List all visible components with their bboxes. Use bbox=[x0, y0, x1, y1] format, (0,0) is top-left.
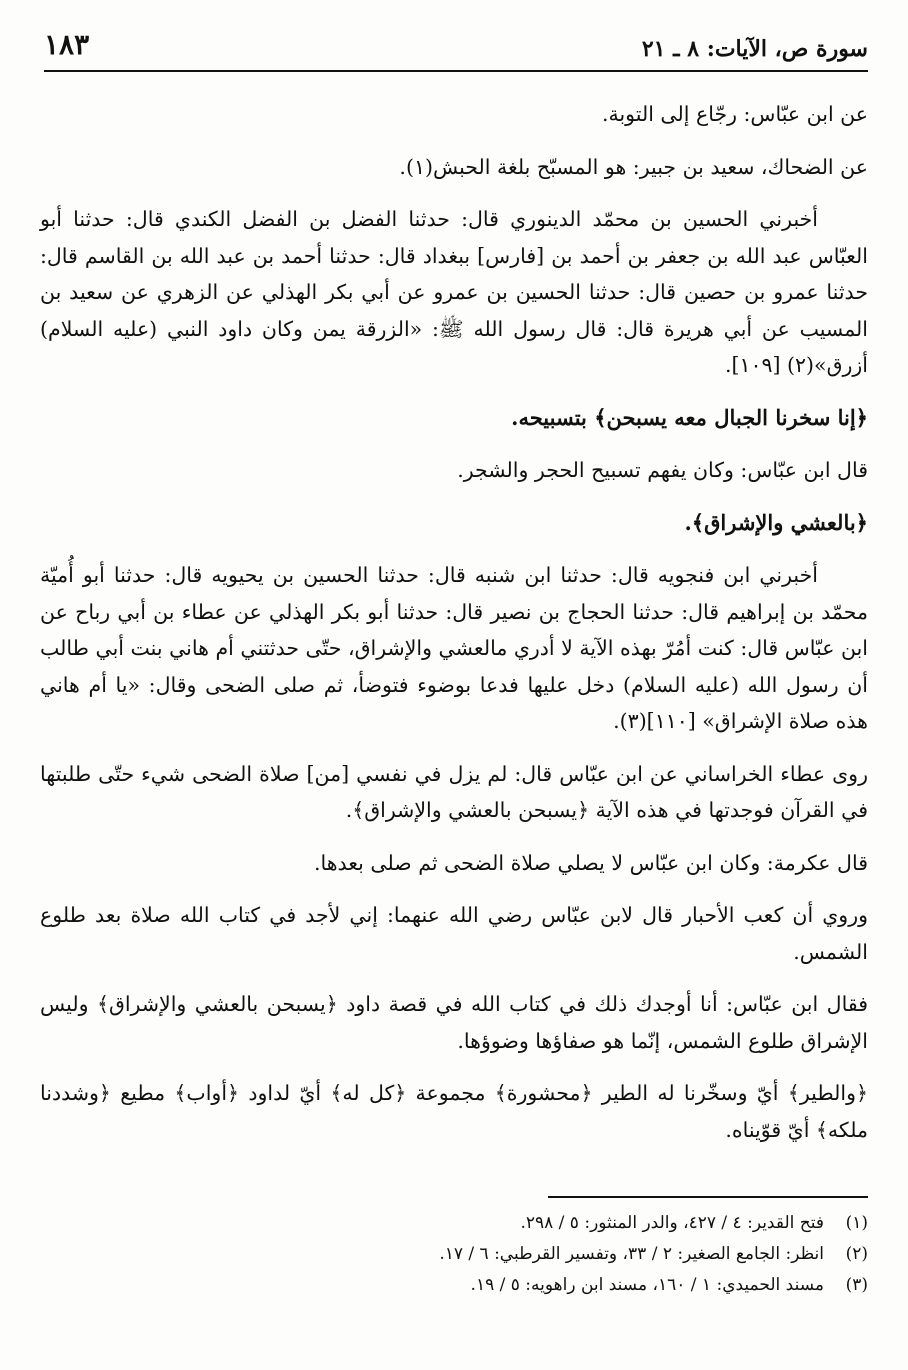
running-head: سورة ص، الآيات: ٨ ـ ٢١ bbox=[641, 36, 868, 62]
main-text bbox=[40, 96, 868, 1164]
page-number: ١٨٣ bbox=[44, 28, 90, 61]
paragraph: روى عطاء الخراساني عن ابن عبّاس قال: لم يزل في نفسي [من] صلاة الضحى شيء حتّى طلبتها في القرآن فوجدتها في هذه الآية ﴿يسبحن بالعشي والإشراق﴾. bbox=[40, 761, 868, 822]
paragraph: ﴿والطير﴾ أيّ وسخّرنا له الطير ﴿محشورة﴾ مجموعة ﴿كل له﴾ أيّ لداود ﴿أواب﴾ مطيع ﴿وشددنا ملكه﴾ أيّ قوّيناه. bbox=[40, 1081, 868, 1142]
quran-verse-heading: ﴿إنا سخرنا الجبال معه يسبحن﴾ بتسبيحه. bbox=[511, 404, 868, 430]
footnote-number: (٢) bbox=[845, 1244, 868, 1264]
footnote-text: فتح القدير: ٤ / ٤٢٧، والدر المنثور: ٥ / ٢٩٨. bbox=[520, 1213, 824, 1233]
footnote-divider bbox=[548, 1196, 868, 1198]
paragraph: فقال ابن عبّاس: أنا أوجدك ذلك في كتاب الله في قصة داود ﴿يسبحن بالعشي والإشراق﴾ وليس الإشراق طلوع الشمس، إنّما هو صفاؤها وضوؤها. bbox=[40, 992, 868, 1053]
paragraph: قال عكرمة: وكان ابن عبّاس لا يصلي صلاة الضحى ثم صلى بعدها. bbox=[313, 850, 868, 875]
footnote-item bbox=[40, 1270, 868, 1301]
paragraph: عن الضحاك، سعيد بن جبير: هو المسبّح بلغة الحبش(١). bbox=[399, 154, 868, 179]
paragraph: أخبرني الحسين بن محمّد الدينوري قال: حدثنا الفضل بن الفضل الكندي قال: حدثنا أبو العبّاس عبد الله بن جعفر بن أحمد بن [فارس] ببغداد قال: حدثنا أحمد بن عبد الله بن القاسم قال: حدثنا عمرو بن حصين قال: حدثنا الحسين بن عمرو عن أبي بكر الهذلي عن الزهري عن سعيد بن المسيب عن أبي هريرة قال: قال رسول الله ﷺ: «الزرقة يمن وكان داود النبي (عليه السلام) أزرق»(٢) [١٠٩]. bbox=[40, 207, 868, 377]
footnote-number: (٣) bbox=[845, 1275, 868, 1295]
paragraph: وروي أن كعب الأحبار قال لابن عبّاس رضي الله عنهما: إني لأجد في كتاب الله صلاة بعد طلوع الشمس. bbox=[40, 903, 868, 964]
quran-verse-heading: ﴿بالعشي والإشراق﴾. bbox=[684, 509, 868, 535]
footnote-text: مسند الحميدي: ١ / ١٦٠، مسند ابن راهويه: ٥ / ١٩. bbox=[470, 1275, 824, 1295]
footnote-number: (١) bbox=[845, 1213, 868, 1233]
footnote-item bbox=[40, 1208, 868, 1239]
footnote-text: انظر: الجامع الصغير: ٢ / ٣٣، وتفسير القرطبي: ٦ / ١٧. bbox=[439, 1244, 824, 1264]
footnotes bbox=[40, 1208, 868, 1301]
footnote-item bbox=[40, 1239, 868, 1270]
page-header bbox=[44, 22, 868, 72]
paragraph: عن ابن عبّاس: رجّاع إلى التوبة. bbox=[601, 102, 868, 126]
paragraph: أخبرني ابن فنجويه قال: حدثنا ابن شنبه قال: حدثنا الحسين بن يحيويه قال: حدثنا أبو أُميّة محمّد بن إبراهيم قال: حدثنا الحجاج بن نصير قال: حدثنا أبو بكر الهذلي عن عطاء بن أبي رباح عن ابن عبّاس قال: كنت أمُرّ بهذه الآية لا أدري مالعشي والإشراق، حتّى حدثتني أم هاني بنت أبي طالب أن رسول الله (عليه السلام) دخل عليها فدعا بوضوء فتوضأ، ثم صلى الضحى وقال: «يا أم هاني هذه صلاة الإشراق» [١١٠](٣). bbox=[40, 563, 868, 733]
paragraph: قال ابن عبّاس: وكان يفهم تسبيح الحجر والشجر. bbox=[457, 458, 868, 482]
